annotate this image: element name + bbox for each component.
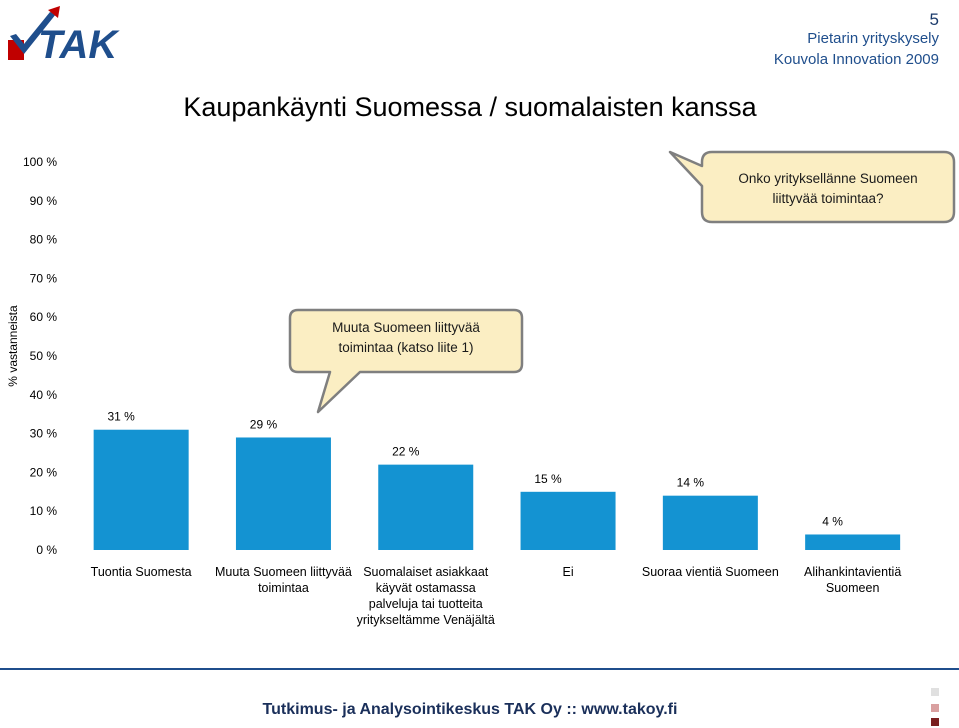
question-callout-shape <box>670 152 954 222</box>
y-tick-label: 30 % <box>29 426 57 441</box>
question-callout-text-line: liittyvää toimintaa? <box>772 191 884 206</box>
decor-square-1 <box>931 688 939 696</box>
x-tick-label-line: Suomalaiset asiakkaat <box>363 565 489 579</box>
data-label: 31 % <box>107 409 135 424</box>
x-tick-label-line: Muuta Suomeen liittyvää <box>215 565 352 579</box>
x-tick-label-line: Alihankintavientiä <box>804 565 902 579</box>
bar <box>94 430 189 550</box>
data-label: 15 % <box>534 471 562 486</box>
x-tick-label-line: Suoraa vientiä Suomeen <box>641 565 779 579</box>
y-tick-label: 70 % <box>29 271 57 286</box>
x-tick-label-line: käyvät ostamassa <box>375 581 476 595</box>
other-callout-text-line: Muuta Suomeen liittyvää <box>332 320 480 335</box>
y-tick-label: 40 % <box>29 387 57 402</box>
x-tick-label-line: palveluja tai tuotteita <box>368 597 483 611</box>
x-tick-label <box>91 565 192 579</box>
data-label: 22 % <box>392 444 420 459</box>
other-callout-text-line: toimintaa (katso liite 1) <box>338 340 474 355</box>
data-label: 29 % <box>249 417 278 432</box>
bar <box>236 437 331 550</box>
decor-square-2 <box>931 704 939 712</box>
x-tick-label-line: yritykseltämme Venäjältä <box>356 613 495 627</box>
bar <box>378 465 473 550</box>
x-tick-label-line: Ei <box>562 565 574 579</box>
y-tick-label: 100 % <box>22 155 57 169</box>
x-tick-label-line: toimintaa <box>258 581 309 595</box>
x-tick-label <box>562 565 573 579</box>
decor-square-3 <box>931 718 939 726</box>
bar <box>663 496 758 550</box>
footer-divider <box>0 668 959 670</box>
bar <box>521 492 616 550</box>
footer-text: Tutkimus- ja Analysointikeskus TAK Oy :: www.takoy.fi <box>262 701 678 718</box>
x-tick-label <box>804 565 901 595</box>
y-tick-label: 50 % <box>29 349 57 363</box>
y-tick-label: 0 % <box>36 543 57 557</box>
y-tick-label: 80 % <box>29 232 57 247</box>
y-tick-label: 90 % <box>29 193 57 208</box>
y-tick-label: 10 % <box>29 504 57 519</box>
question-callout-text-line: Onko yrityksellänne Suomeen <box>738 171 918 186</box>
header-organization: Kouvola Innovation 2009 <box>773 51 939 68</box>
y-axis-label: % vastanneista <box>6 305 20 387</box>
logo-text: TAK <box>38 23 118 64</box>
bar <box>805 534 900 550</box>
x-tick-label-line: Tuontia Suomesta <box>90 565 192 579</box>
x-tick-label <box>215 565 352 595</box>
x-tick-label <box>642 565 779 579</box>
y-tick-label: 60 % <box>29 310 57 325</box>
x-tick-label <box>357 565 495 627</box>
page-title: Kaupankäynti Suomessa / suomalaisten kanssa <box>183 92 757 122</box>
header-survey-name: Pietarin yrityskysely <box>807 30 939 47</box>
x-tick-label-line: Suomeen <box>825 581 880 595</box>
data-label: 4 % <box>822 514 843 529</box>
page-number: 5 <box>929 10 939 29</box>
y-tick-label: 20 % <box>29 465 57 480</box>
data-label: 14 % <box>676 475 705 490</box>
